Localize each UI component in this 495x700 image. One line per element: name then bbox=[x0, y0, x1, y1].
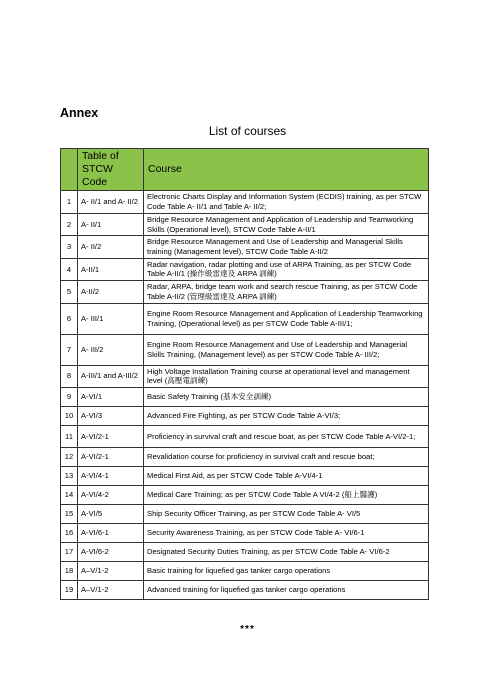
table-row bbox=[61, 543, 429, 562]
row-number: 4 bbox=[61, 258, 78, 280]
row-number: 3 bbox=[61, 236, 78, 258]
stcw-code-cell: A- II/2 bbox=[78, 236, 144, 258]
course-cell: Basic training for liquefied gas tanker cargo operations bbox=[144, 562, 429, 581]
table-row bbox=[61, 486, 429, 505]
row-number: 14 bbox=[61, 486, 78, 505]
stcw-code-cell: A-VI/3 bbox=[78, 407, 144, 426]
table-row bbox=[61, 426, 429, 448]
table-row bbox=[61, 281, 429, 303]
course-cell: Designated Security Duties Training, as per STCW Code Table A- VI/6-2 bbox=[144, 543, 429, 562]
row-number: 19 bbox=[61, 581, 78, 600]
table-row bbox=[61, 448, 429, 467]
stcw-code-cell: A- II/1 and A- II/2 bbox=[78, 191, 144, 213]
stcw-code-cell: A-VI/6-1 bbox=[78, 524, 144, 543]
stcw-code-cell: A-VI/2-1 bbox=[78, 426, 144, 448]
table-row bbox=[61, 581, 429, 600]
course-cell: Advanced training for liquefied gas tanker cargo operations bbox=[144, 581, 429, 600]
row-number: 6 bbox=[61, 303, 78, 334]
row-number: 15 bbox=[61, 505, 78, 524]
stcw-code-cell: A-VI/5 bbox=[78, 505, 144, 524]
table-header-row bbox=[61, 149, 429, 191]
table-row bbox=[61, 365, 429, 387]
row-number: 12 bbox=[61, 448, 78, 467]
stcw-code-cell: A- III/1 bbox=[78, 303, 144, 334]
table-row bbox=[61, 303, 429, 334]
row-number: 5 bbox=[61, 281, 78, 303]
table-row bbox=[61, 467, 429, 486]
row-number: 7 bbox=[61, 334, 78, 365]
annex-heading: Annex bbox=[60, 106, 99, 120]
course-cell: High Voltage Installation Training course at operational level and management level (高壓電訓練) bbox=[144, 365, 429, 387]
course-cell: Bridge Resource Management and Application of Leadership and Teamworking Skills (Operational level), STCW Code Table A-II/1 bbox=[144, 213, 429, 235]
course-cell: Revalidation course for proficiency in survival craft and rescue boat; bbox=[144, 448, 429, 467]
course-cell: Medical Care Training; as per STCW Code Table A VI/4-2 (船上醫護) bbox=[144, 486, 429, 505]
list-title: List of courses bbox=[208, 124, 287, 138]
header-stcw-code: Table of STCW Code bbox=[78, 149, 144, 191]
row-number: 11 bbox=[61, 426, 78, 448]
table-row bbox=[61, 258, 429, 280]
course-cell: Ship Security Officer Training, as per STCW Code Table A- VI/5 bbox=[144, 505, 429, 524]
course-cell: Advanced Fire Fighting, as per STCW Code Table A-VI/3; bbox=[144, 407, 429, 426]
courses-table bbox=[60, 148, 429, 600]
stcw-code-cell: A-III/1 and A-III/2 bbox=[78, 365, 144, 387]
course-cell: Engine Room Resource Management and Use of Leadership and Managerial Skills Training, (Management level) as per STCW Code Table A- III/2; bbox=[144, 334, 429, 365]
course-cell: Electronic Charts Display and Information System (ECDIS) training, as per STCW Code Table A- II/1 and Table A- II/2; bbox=[144, 191, 429, 213]
table-row bbox=[61, 524, 429, 543]
table-row bbox=[61, 236, 429, 258]
table-row bbox=[61, 334, 429, 365]
row-number: 18 bbox=[61, 562, 78, 581]
course-cell: Proficiency in survival craft and rescue boat, as per STCW Code Table A-VI/2-1; bbox=[144, 426, 429, 448]
row-number: 17 bbox=[61, 543, 78, 562]
row-number: 8 bbox=[61, 365, 78, 387]
stcw-code-cell: A- II/1 bbox=[78, 213, 144, 235]
stcw-code-cell: A–V/1-2 bbox=[78, 581, 144, 600]
course-cell: Engine Room Resource Management and Application of Leadership Teamworking Training, (Operational level) as per STCW Code Table A-III/1; bbox=[144, 303, 429, 334]
row-number: 16 bbox=[61, 524, 78, 543]
course-cell: Bridge Resource Management and Use of Leadership and Managerial Skills training (Management level), STCW Code Table A-II/2 bbox=[144, 236, 429, 258]
stcw-code-cell: A- III/2 bbox=[78, 334, 144, 365]
table-row bbox=[61, 562, 429, 581]
stcw-code-cell: A-VI/1 bbox=[78, 388, 144, 407]
course-cell: Security Awareness Training, as per STCW Code Table A- VI/6-1 bbox=[144, 524, 429, 543]
table-row bbox=[61, 191, 429, 213]
course-cell: Radar, ARPA, bridge team work and search rescue Training, as per STCW Code Table A-II/2 (管理級雷達及 ARPA 訓練) bbox=[144, 281, 429, 303]
stcw-code-cell: A–V/1-2 bbox=[78, 562, 144, 581]
stcw-code-cell: A-VI/4-2 bbox=[78, 486, 144, 505]
row-number: 1 bbox=[61, 191, 78, 213]
row-number: 10 bbox=[61, 407, 78, 426]
table-row bbox=[61, 407, 429, 426]
row-number: 9 bbox=[61, 388, 78, 407]
row-number: 2 bbox=[61, 213, 78, 235]
end-mark: *** bbox=[240, 624, 255, 635]
course-cell: Radar navigation, radar plotting and use of ARPA Training, as per STCW Code Table A-II/1 (操作級雷達及 ARPA 訓練) bbox=[144, 258, 429, 280]
header-number bbox=[61, 149, 78, 191]
table-row bbox=[61, 213, 429, 235]
stcw-code-cell: A-VI/6-2 bbox=[78, 543, 144, 562]
stcw-code-cell: A-VI/2-1 bbox=[78, 448, 144, 467]
row-number: 13 bbox=[61, 467, 78, 486]
course-cell: Basic Safety Training (基本安全訓練) bbox=[144, 388, 429, 407]
stcw-code-cell: A-II/2 bbox=[78, 281, 144, 303]
stcw-code-cell: A-II/1 bbox=[78, 258, 144, 280]
table-row bbox=[61, 505, 429, 524]
course-cell: Medical First Aid, as per STCW Code Table A-VI/4-1 bbox=[144, 467, 429, 486]
stcw-code-cell: A-VI/4-1 bbox=[78, 467, 144, 486]
header-course: Course bbox=[144, 149, 429, 191]
table-row bbox=[61, 388, 429, 407]
